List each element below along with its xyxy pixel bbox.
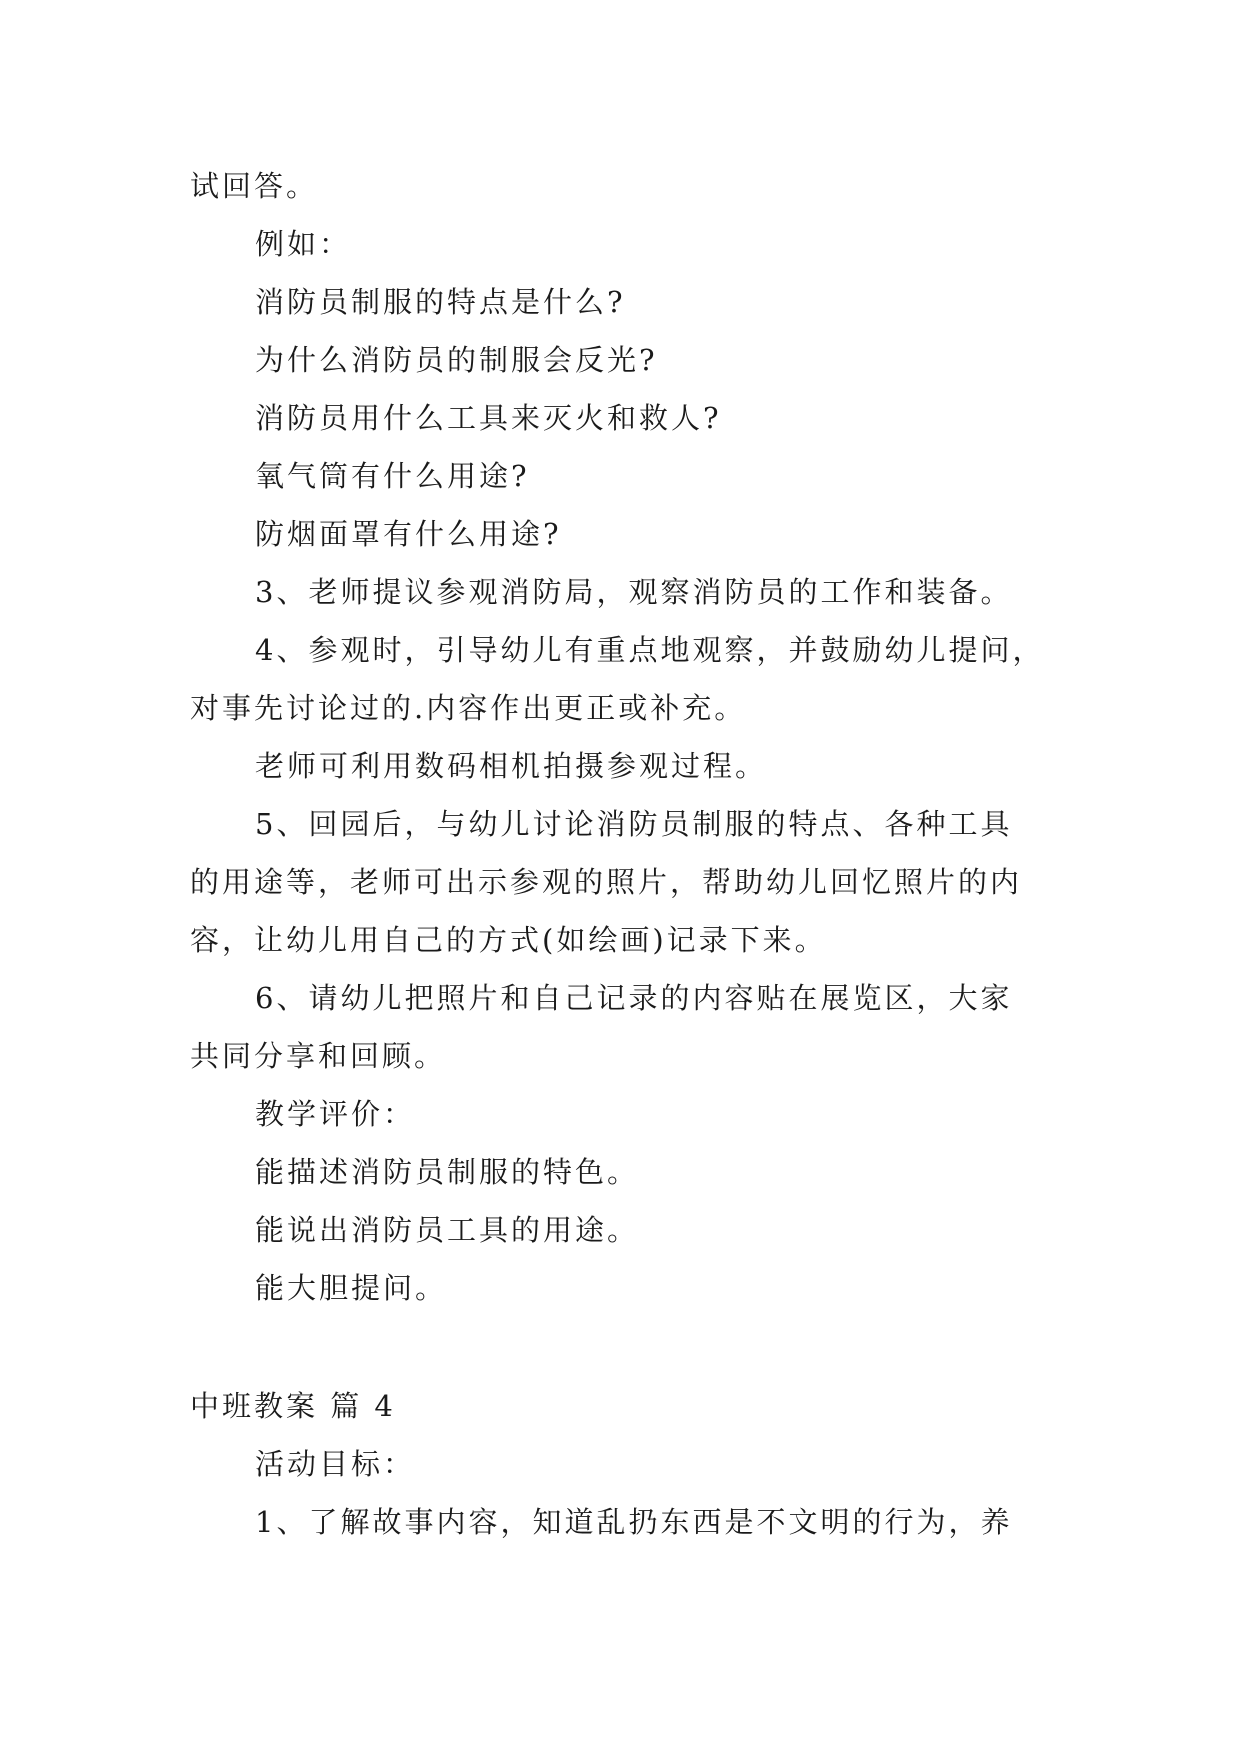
text-line-question-1: 消防员制服的特点是什么? [255,285,626,319]
text-line-evaluation-label: 教学评价： [255,1097,416,1131]
text-line-question-5: 防烟面罩有什么用途? [255,517,562,551]
text-line-camera: 老师可利用数码相机拍摄参观过程。 [255,749,768,783]
text-line-step-4-cont: 对事先讨论过的.内容作出更正或补充。 [190,691,747,725]
text-line-continuation: 试回答。 [190,169,319,203]
text-line-step-3: 3、老师提议参观消防局，观察消防员的工作和装备。 [255,575,1013,609]
text-line-question-4: 氧气筒有什么用途? [255,459,530,493]
text-line-step-6: 6、请幼儿把照片和自己记录的内容贴在展览区，大家 [255,981,1013,1015]
text-line-step-6-cont: 共同分享和回顾。 [190,1039,447,1073]
text-line-step-5: 5、回园后，与幼儿讨论消防员制服的特点、各种工具 [255,807,1013,841]
text-line-step-5-cont-2: 容，让幼儿用自己的方式(如绘画)记录下来。 [190,923,827,957]
text-line-evaluation-3: 能大胆提问。 [255,1271,448,1305]
text-line-goal-1: 1、了解故事内容，知道乱扔东西是不文明的行为，养 [255,1505,1013,1539]
text-line-goals-label: 活动目标： [255,1447,416,1481]
text-line-question-2: 为什么消防员的制服会反光? [255,343,658,377]
text-line-question-3: 消防员用什么工具来灭火和救人? [255,401,722,435]
text-line-step-4: 4、参观时，引导幼儿有重点地观察，并鼓励幼儿提问， [255,633,1045,667]
text-line-step-5-cont-1: 的用途等，老师可出示参观的照片，帮助幼儿回忆照片的内 [190,865,1023,899]
text-line-evaluation-1: 能描述消防员制服的特色。 [255,1155,640,1189]
section-heading: 中班教案 篇 4 [190,1389,396,1423]
text-line-example-label: 例如： [255,227,352,261]
text-line-evaluation-2: 能说出消防员工具的用途。 [255,1213,640,1247]
